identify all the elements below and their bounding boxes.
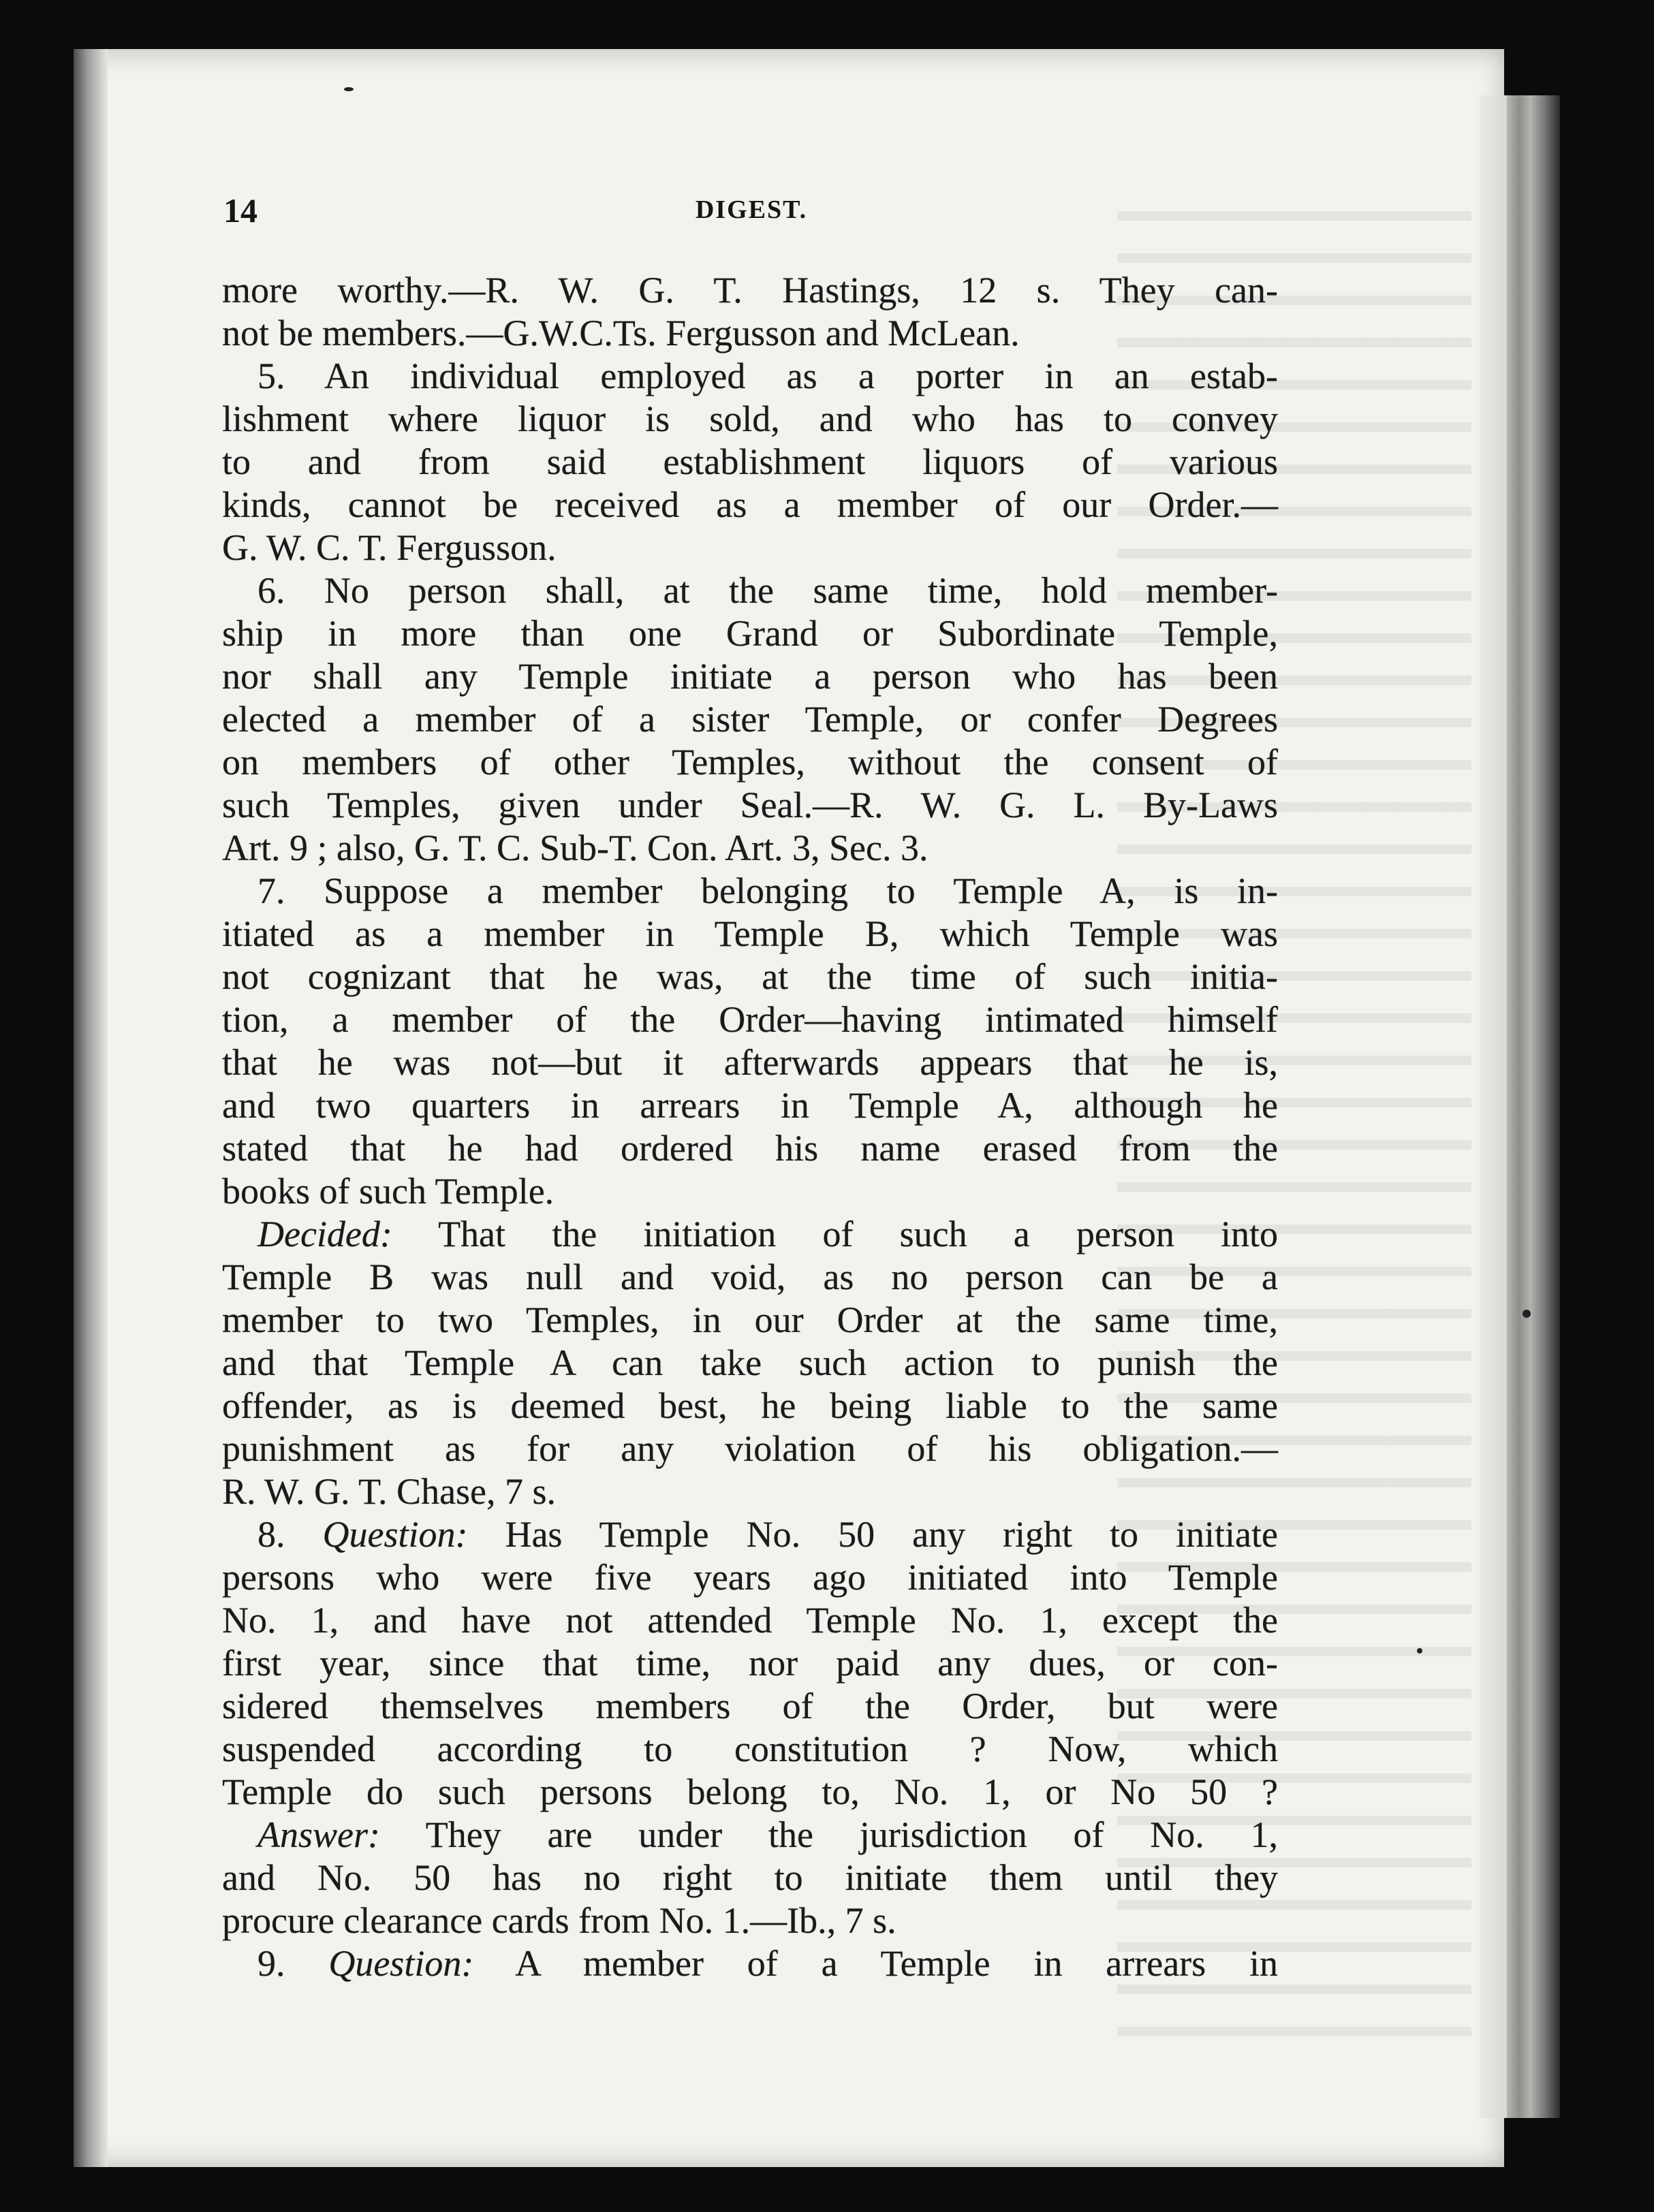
text-line: [222, 1899, 1278, 1942]
italic-lead-word: Question:: [328, 1943, 474, 1984]
body-text: [222, 269, 1278, 1985]
line-text: and that Temple A can take such action to punish the: [222, 1342, 1278, 1383]
page-header: [223, 191, 1279, 232]
line-text: stated that he had ordered his name erased from the: [222, 1128, 1278, 1169]
line-text: that he was not—but it afterwards appears that he is,: [222, 1042, 1278, 1083]
line-text: and two quarters in arrears in Temple A, although he: [222, 1085, 1278, 1126]
text-line: [222, 1084, 1278, 1127]
line-text: elected a member of a sister Temple, or confer Degrees: [222, 699, 1278, 740]
italic-lead-word: Question:: [322, 1514, 468, 1555]
line-text: first year, since that time, nor paid any dues, or con-: [222, 1643, 1278, 1684]
scan-speck: [1523, 1310, 1531, 1318]
line-text: No. 1, and have not attended Temple No. 1, except the: [222, 1600, 1278, 1641]
line-text: not be members.—G.W.C.Ts. Fergusson and McLean.: [222, 313, 1020, 353]
line-text: 5. An individual employed as a porter in an estab-: [258, 356, 1278, 396]
text-line: [222, 1213, 1278, 1256]
line-text: nor shall any Temple initiate a person who has been: [222, 656, 1278, 697]
line-text: That the initiation of such a person into: [392, 1214, 1278, 1254]
line-text: lishment where liquor is sold, and who has to convey: [222, 398, 1278, 439]
line-text: tion, a member of the Order—having intimated himself: [222, 999, 1278, 1040]
text-line: [222, 484, 1278, 526]
facing-page-edge: [1480, 95, 1560, 2118]
text-line: [222, 1513, 1278, 1556]
running-head: DIGEST.: [695, 195, 808, 224]
line-text: A member of a Temple in arrears in: [473, 1943, 1278, 1984]
line-text: kinds, cannot be received as a member of our Order.—: [222, 484, 1278, 525]
text-line: [222, 1256, 1278, 1299]
line-text: more worthy.—R. W. G. T. Hastings, 12 s. They can-: [222, 270, 1278, 311]
line-text: procure clearance cards from No. 1.—Ib., 7 s.: [222, 1900, 896, 1941]
text-line: [222, 1342, 1278, 1385]
page-number: 14: [223, 191, 258, 230]
text-line: [222, 269, 1278, 312]
text-line: [222, 612, 1278, 655]
text-line: [222, 998, 1278, 1041]
line-text: books of such Temple.: [222, 1171, 555, 1212]
scan-speck: [1417, 1648, 1422, 1654]
text-line: [222, 1385, 1278, 1427]
text-line: [222, 1728, 1278, 1771]
text-line: [222, 827, 1278, 870]
line-text: G. W. C. T. Fergusson.: [222, 527, 557, 568]
text-line: [222, 870, 1278, 913]
line-text: suspended according to constitution ? Now, which: [222, 1728, 1278, 1769]
italic-lead-word: Decided:: [258, 1214, 392, 1254]
line-text: sidered themselves members of the Order, but were: [222, 1686, 1278, 1726]
line-text: offender, as is deemed best, he being liable to the same: [222, 1385, 1278, 1426]
item-number: 9.: [258, 1943, 329, 1984]
scan-speck: [344, 87, 354, 91]
text-line: [222, 569, 1278, 612]
text-line: [222, 1856, 1278, 1899]
text-line: [222, 1470, 1278, 1513]
text-line: [222, 398, 1278, 441]
text-line: [222, 441, 1278, 484]
text-line: [222, 784, 1278, 827]
item-number: 8.: [258, 1514, 323, 1555]
text-line: [222, 1685, 1278, 1728]
text-line: [222, 1771, 1278, 1814]
text-line: [222, 913, 1278, 955]
text-line: [222, 1942, 1278, 1985]
line-text: on members of other Temples, without the consent of: [222, 742, 1278, 783]
line-text: R. W. G. T. Chase, 7 s.: [222, 1471, 557, 1512]
line-text: such Temples, given under Seal.—R. W. G. L. By-Laws: [222, 785, 1278, 825]
line-text: Temple B was null and void, as no person can be a: [222, 1257, 1278, 1297]
line-text: persons who were five years ago initiated into Temple: [222, 1557, 1278, 1598]
page-gutter-shadow: [74, 49, 108, 2167]
text-line: [222, 312, 1278, 355]
text-line: [222, 698, 1278, 741]
text-line: [222, 355, 1278, 398]
text-line: [222, 741, 1278, 784]
line-text: ship in more than one Grand or Subordinate Temple,: [222, 613, 1278, 654]
line-text: Art. 9 ; also, G. T. C. Sub-T. Con. Art. 3, Sec. 3.: [222, 827, 929, 868]
line-text: and No. 50 has no right to initiate them until they: [222, 1857, 1278, 1898]
text-line: [222, 955, 1278, 998]
line-text: 6. No person shall, at the same time, hold member-: [258, 570, 1278, 611]
line-text: Has Temple No. 50 any right to initiate: [467, 1514, 1278, 1555]
text-line: [222, 1814, 1278, 1856]
text-line: [222, 1041, 1278, 1084]
line-text: They are under the jurisdiction of No. 1,: [379, 1814, 1278, 1855]
text-line: [222, 1170, 1278, 1213]
text-line: [222, 1299, 1278, 1342]
line-text: itiated as a member in Temple B, which Temple was: [222, 913, 1278, 954]
text-line: [222, 1599, 1278, 1642]
line-text: Temple do such persons belong to, No. 1, or No 50 ?: [222, 1771, 1278, 1812]
text-line: [222, 655, 1278, 698]
line-text: punishment as for any violation of his obligation.—: [222, 1428, 1278, 1469]
line-text: member to two Temples, in our Order at the same time,: [222, 1299, 1278, 1340]
text-line: [222, 1642, 1278, 1685]
text-line: [222, 1556, 1278, 1599]
italic-lead-word: Answer:: [258, 1814, 380, 1855]
line-text: to and from said establishment liquors of various: [222, 441, 1278, 482]
text-line: [222, 526, 1278, 569]
line-text: not cognizant that he was, at the time of such initia-: [222, 956, 1278, 997]
text-line: [222, 1427, 1278, 1470]
text-line: [222, 1127, 1278, 1170]
line-text: 7. Suppose a member belonging to Temple A, is in-: [258, 870, 1278, 911]
